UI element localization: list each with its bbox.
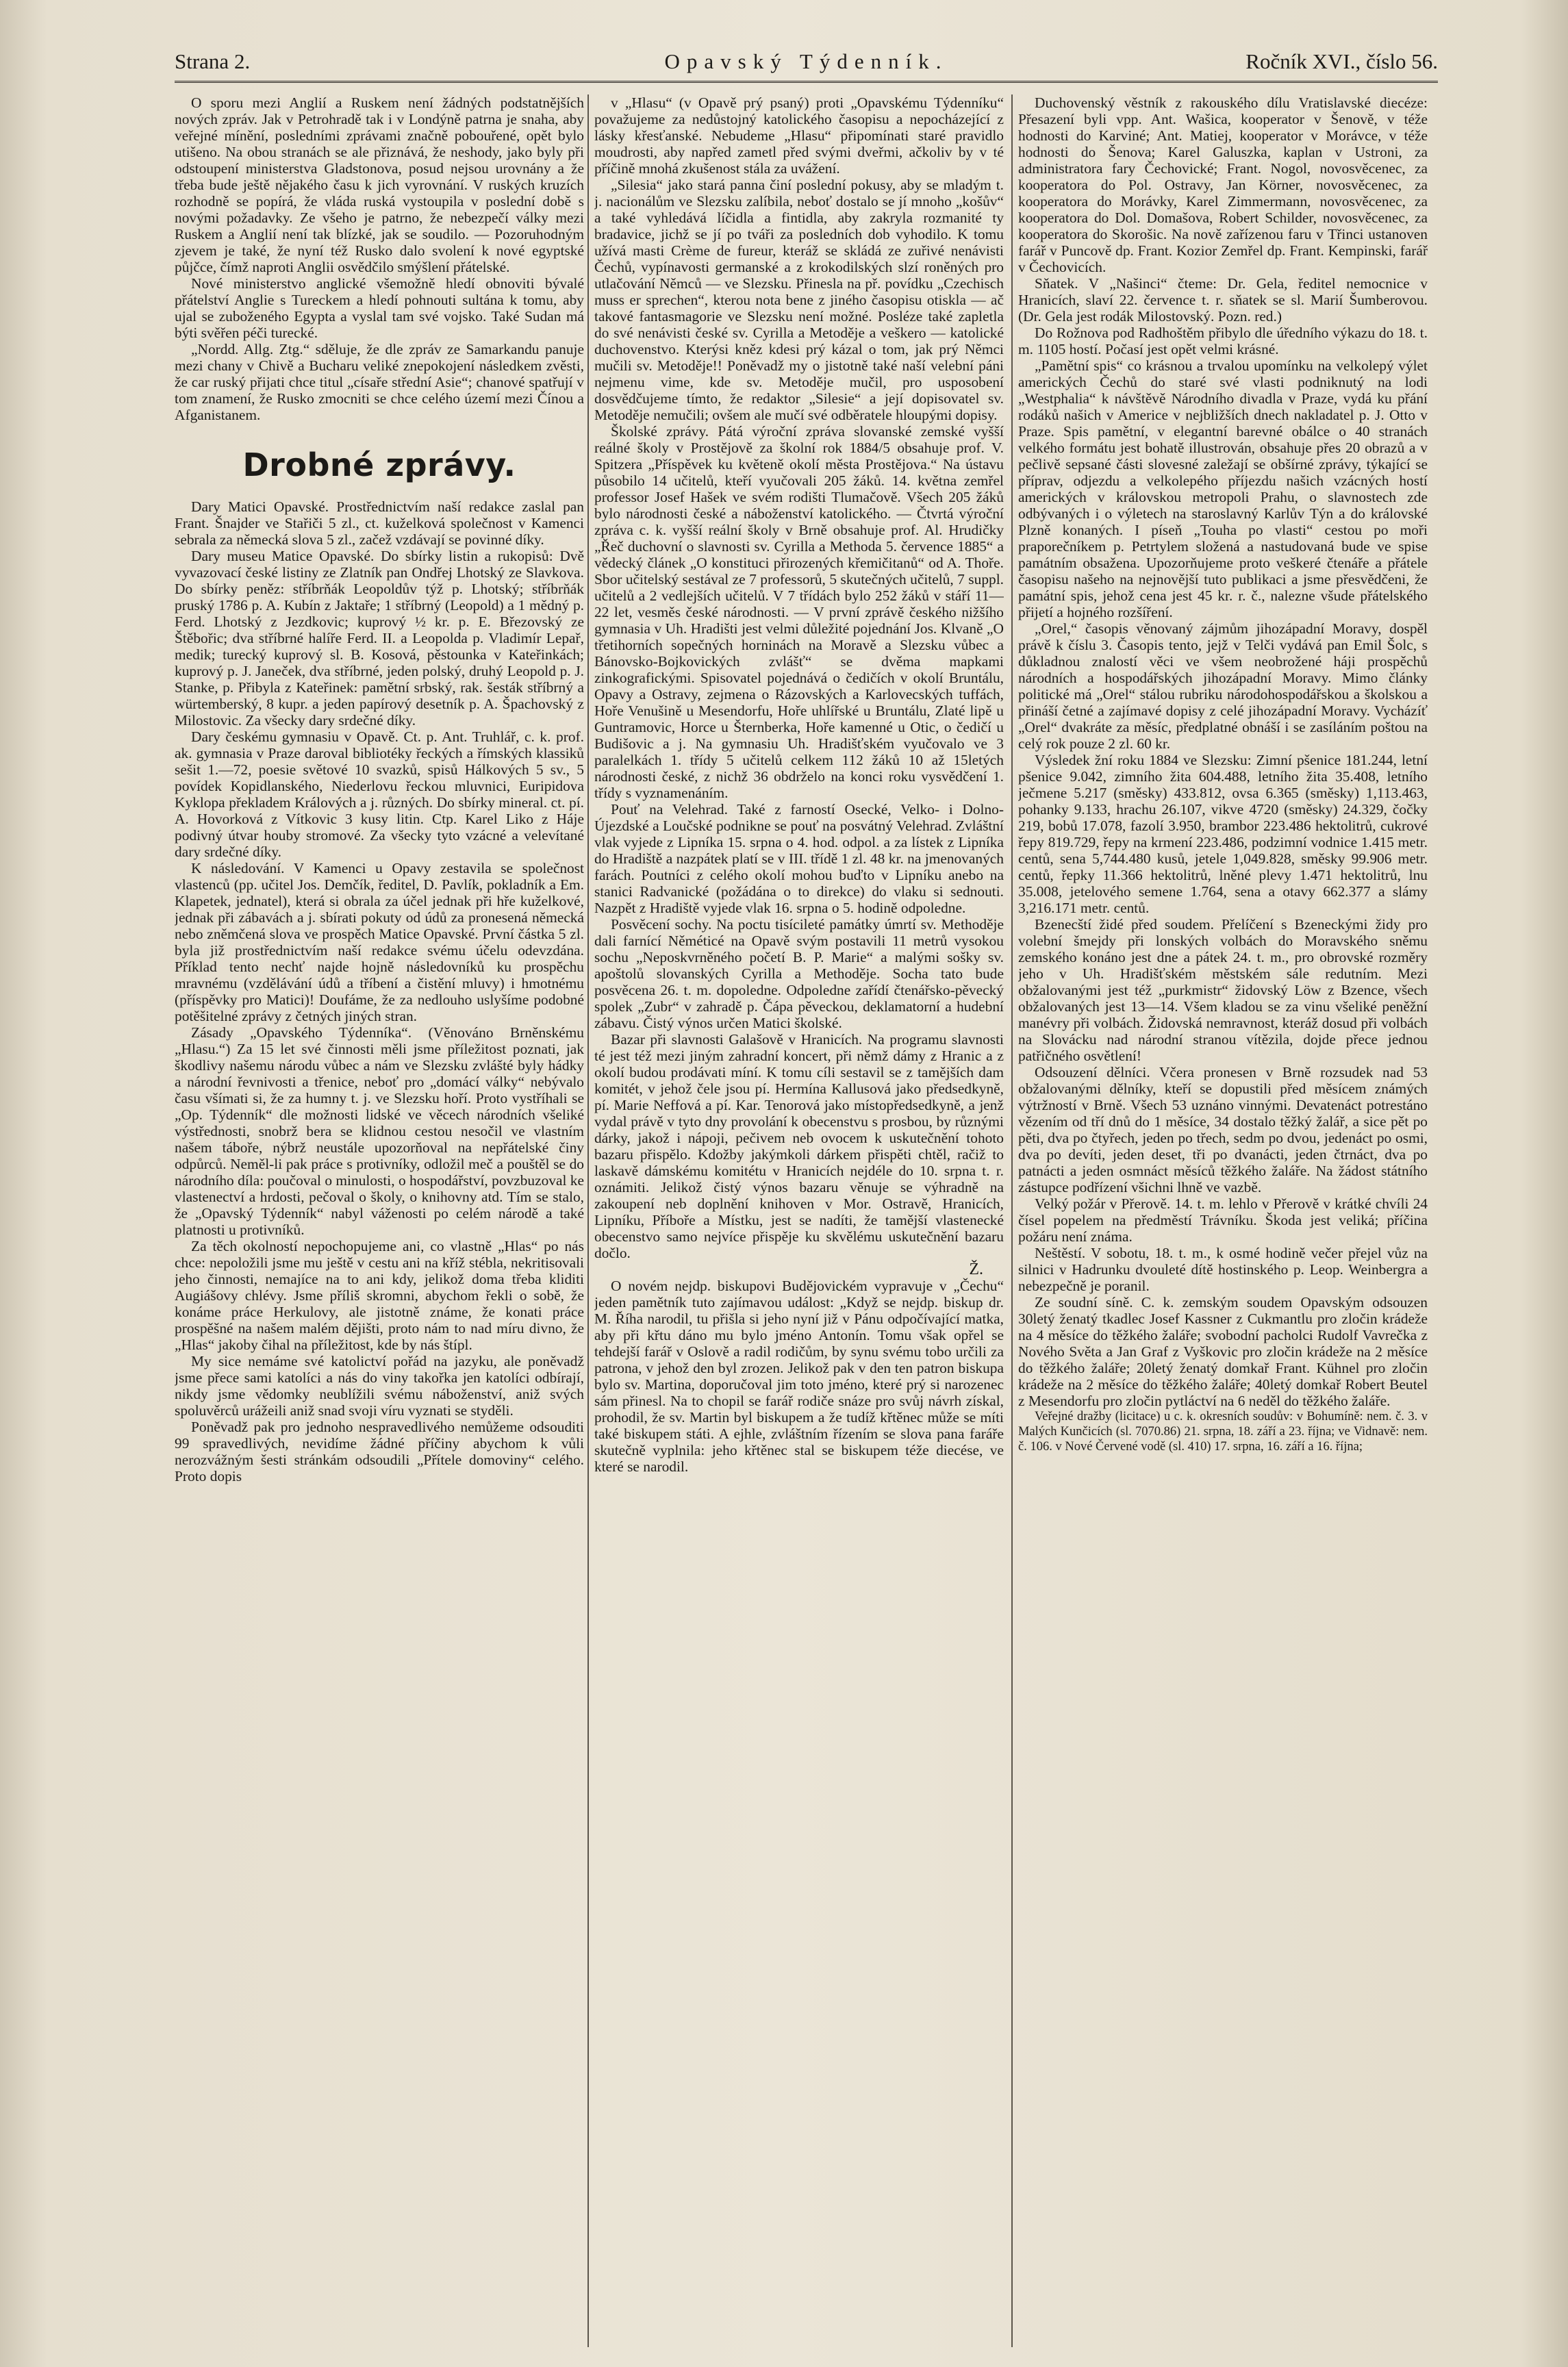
news-item: Posvěcení sochy. Na poctu tisícileté památky úmrtí sv. Methoděje dali farnící Něméticé na Opavě svým postavili 11 metrů vysokou sochu „Neposkvrněného početí B. P. Marie“ a malými sošky sv. apoštolů slovanských Cyrilla a Methoděje. Socha tato bude posvěcena 26. t. m. dopoledne. Odpoledne zařídí čtenářsko-pěvecký spolek „Zubr“ v zahradě p. Čápa pěveckou, deklamatorní a hudební zábavu. Čistý výnos určen Matici školské. (594, 916, 1004, 1031)
news-item: Pouť na Velehrad. Také z farností Osecké, Velko- i Dolno-Újezdské a Loučské podnikne se pouť na posvátný Velehrad. Zvláštní vlak vyjede z Lipníka 15. srpna o 4. hod. odpol. a za lístek z Lipníka do Hradiště a nazpátek platí se v III. třídě 1 zl. 48 kr. na jmenovaných farách. Poutníci z celého okolí mohou buďto v Lipníku anebo na stanici Radvanické (požádána o to direkce) do vlaku si sednouti. Nazpět z Hradiště vyjede vlak 16. srpna o 5. hodině odpoledne. (594, 801, 1004, 916)
article-paragraph: O sporu mezi Anglií a Ruskem není žádných podstatnějších nových zpráv. Jak v Petrohradě tak i v Londýně patrna je snaha, aby veřejné mínění, posledními zprávami značně pobouřené, opět bylo utišeno. Na obou stranách se ale přiznává, že neshody, jako byly při odstoupení ministerstva Gladstonova, posud nejsou urovnány a že třeba bude ještě nějakého času k jich vyrovnání. V ruských kruzích rozhodně se popírá, že vláda ruská vystoupila v poslední době s novými požadavky. Ze všeho je patrno, že nebezpečí války mezi Ruskem a Anglií není tak blízké, jak se soudilo. — Pozoruhodným zjevem je také, že nyní též Rusko dalo svolení k nové egyptské půjčce, čímž naproti Anglii osvědčilo smýšlení přátelské. (175, 94, 584, 275)
page-number: Strana 2. (175, 49, 251, 73)
column-middle (594, 94, 1004, 2347)
author-signature: Ž. (969, 1261, 983, 1278)
news-item: Velký požár v Přerově. 14. t. m. lehlo v Přerově v krátké chvíli 24 čísel popelem na předměstí Trávníku. Škoda jest veliká; příčina požáru není známa. (1018, 1195, 1428, 1245)
news-item: Za těch okolností nepochopujeme ani, co vlastně „Hlas“ po nás chce: nepoložili jsme mu ještě v cestu ani na kříž stébla, nekritisovali jeho činnosti, nemajíce na to ani kdy, jelikož doma třeba kliditi Augiášovy chlévy. Jsme příliš skromni, abychom řekli o sobě, že konáme práce Herkulovy, ale jistotně známe, že konati práce prospěšné na našem malém dějišti, proto nám to nad míru divno, že „Hlas“ jakoby čihal na příležitost, kde by nás štípl. (175, 1238, 584, 1353)
news-item: v „Hlasu“ (v Opavě prý psaný) proti „Opavskému Týdenníku“ považujeme za nedůstojný katolického časopisu a nepocházející z lásky křesťanské. Nebudeme „Hlasu“ připomínati staré pravidlo moudrosti, aby napřed zametl před svými dveřmi, ačkoliv by v té příčině mnohá zkušenost stála za uvážení. (594, 94, 1004, 177)
news-item: „Pamětní spis“ co krásnou a trvalou upomínku na velkolepý výlet amerických Čechů do staré své vlasti podniknutý na lodi „Westphalia“ k návštěvě Národního divadla v Praze, vydá ku přání rodáků našich v Americe v nejbližších dnech nakladatel p. J. Otto v Praze. Spis pamětní, v elegantní barevné obálce o 40 stranách velkého formátu jest bohatě illustrován, obsahuje přes 20 obrazů a v pečlivě sepsané části slovesné zaležají se obšírné zprávy, týkající se příprav, odjezdu a velkolepého příjezdu našich vzácných hostí amerických v královskou metropoli Prahu, o slavnostech zde odbývaných i o výletech na staroslavný Karlův Týn a do královské Plzně konaných. I píseň „Touha po vlasti“ cestou po moři praporečníkem p. Petrtylem složená a nastudovaná bude ve spise památním obsažena. Upozorňujeme proto veškeré čtenáře a přátele časopisu našeho na nejnovější tuto publikaci a jsme přesvědčeni, že památní spis, jehož cena jest 45 kr. r. č., nalezne všude přátelského přijetí a hojného rozšíření. (1018, 357, 1428, 620)
section-title: Drobné zprávy. (242, 446, 516, 483)
page-header (175, 47, 1438, 83)
issue-info: Ročník XVI., číslo 56. (1245, 49, 1438, 73)
article-paragraph: „Nordd. Allg. Ztg.“ sděluje, že dle zpráv ze Samarkandu panuje mezi chany v Chivě a Bucharu veliké znepokojení následkem zvěsti, že car ruský přijati chce titul „císaře střední Asie“; chanové spatřují v tom znamení, že Rusko zmocniti se chce celého území mezi Čínou a Afganistanem. (175, 341, 584, 423)
news-item: Bzenecští židé před soudem. Přelíčení s Bzeneckými židy pro volební šmejdy při lonských volbách do Moravského sněmu zemského konáno jest dne a pátek 24. t. m., pro obrovské rozměry jeho v Uh. Hradišťském městském sále redutním. Mezi obžalovanými jest též „purkmistr“ židovský Löw z Bzence, všech obžalovaných jest 13—14. Všem kladou se za vinu všeliké peněžní manévry při volbách. Židovská nemravnost, kteráž dosud při volbách na Slovácku nad národní stranou vítězila, dojde přece jednou patřičného osvětlení! (1018, 916, 1428, 1064)
news-item: Neštěstí. V sobotu, 18. t. m., k osmé hodině večer přejel vůz na silnici v Hadrunku dvouleté dítě hostinského p. Leop. Weinbergra a nebezpečně je poranil. (1018, 1245, 1428, 1294)
column-divider (587, 94, 589, 2347)
news-item: Školské zprávy. Pátá výroční zpráva slovanské zemské vyšší reálné školy v Prostějově za školní rok 1884/5 obsahuje prof. V. Spitzera „Příspěvek ku květeně okolí města Prostějova.“ Na ústavu působilo 14 učitelů, kteří vyučovali 205 žáků. 14. května zemřel professor Josef Hašek ve svém rodišti Tlumačově. Všech 205 žáků bylo národnosti české a náboženství katolického. — Čtvrtá výroční zpráva c. k. vyšší reální školy v Brně obsahuje prof. Al. Hrudičky „Řeč duchovní o slavnosti sv. Cyrilla a Methoda 5. července 1885“ a vědecký článek „O konstituci přirozených křemičitanů“ od A. Thoře. Sbor učitelský sestával ze 7 professorů, 5 skutečných učitelů, 7 suppl. učitelů a 2 vedlejších učitelů. V 7 třídách bylo 252 žáků v stáří 11—22 let, vesměs české národnosti. — V první zprávě českého nižšího gymnasia v Uh. Hradišti jest velmi důležité pojednání Jos. Klvaně „O třetihorních sopečných horninách na Moravě a Slezsku vůbec a Bánovsko-Bojkovických zvlášť“ se dvěma mapkami zinkografickými. Spisovatel pojednává o čedičích v okolí Bruntálu, Opavy a Ostravy, zejmena o Rázovských a Karlovecských tuffách, Hoře Venušině u Mesendorfu, Hoře uhlířské u Bruntálu, Zlaté lipě u Guntramovic, Horce u Šternberka, Hoře kamenné u Otic, o čedičí u Budišovic a j. Na gymnasiu Uh. Hradišťském vyučovalo ve 3 paralelkách 1. třídy 5 učitelů celkem 112 žáků 10 až 15letých národnosti české, z nichž 36 obdrželo na konci roku vysvědčení 1. třídy s vyznamenáním. (594, 423, 1004, 801)
news-item: Bazar při slavnosti Galašově v Hranicích. Na programu slavnosti té jest též mezi jiným zahradní koncert, při němž dámy z Hranic a z okolí budou prodávati míní. K tomu cíli sestavil se z tamějších dam komitét, v jehož čele jsou pí. Hermína Kallusová jako předsedkyně, pí. Marie Neffová a pí. Kar. Tenorová jako místopředsedkyně, a jenž vydal právě v tyto dny provolání k obecenstvu s prosbou, by různými dárky, jakož i nápoji, pečivem neb ovocem k uskutečnění tohoto bazaru přispělo. Kdožby jakýmkoli dárkem přispěti chtěl, račiž to laskavě dámskému komitétu v Hranicích nejdéle do 10. srpna t. r. oznámiti. Jelikož čistý výnos bazaru věnuje se výhradně na zakoupení neb doplnění knihoven v Mor. Ostravě, Hranicích, Lipníku, Příboře a Místku, jest se nadíti, že tamější vlastenecké obecenstvo samo nejvíce přispěje ku skvělému uskutečnění bazaru dočlo. (594, 1031, 1004, 1261)
news-item: O novém nejdp. biskupovi Budějovickém vypravuje v „Čechu“ jeden pamětník tuto zajímavou událost: „Když se nejdp. biskup dr. M. Říha narodil, tu přišla si jeho nyní již v Pánu odpočívající matka, aby při křtu dáno mu bylo jméno Antonín. Tomu však opřel se tehdejší farář v Oslově a radil rodičům, by synu svému tobo určili za patrona, v jehož den byl zrozen. Jelikož pak v den ten patron biskupa bylo sv. Martina, doporučoval jim toto jméno, které prý si narozenec sám přinesl. Na to chopil se farář rodiče snáze pro svůj návrh získal, prohodil, že sv. Martin byl biskupem a že tudíž křtěnec může se míti také biskupem státi. A ejhle, zvláštním řízením se slova pana faráře skutečně vyplnila: jeho křtěnec stal se biskupem téže diecése, ve které se narodil. (594, 1278, 1004, 1475)
news-item: Dary museu Matice Opavské. Do sbírky listin a rukopisů: Dvě vyvazovací české listiny ze Zlatník pan Ondřej Lhotský ze Slavkova. Do sbírky peněz: stříbrňák Leopoldův týž p. Lhotský; stříbrňák pruský 1786 p. A. Kubín z Jaktaře; 1 stříbrný (Leopold) a 1 mědný p. Ferd. Lhotský z Jezdkovic; kuprový ½ kr. p. E. Březovský ze Štěbořic; dva stříbrné halíře Ferd. II. a Leopolda p. Vladimír Lepař, medik; turecký kuprový sl. B. Kosová, pěstounka v Kateřinkách; kuprový p. J. Janeček, dva stříbrné, jeden polský, druhý Leopold p. J. Stanke, p. Přibyla z Kateřinek: pamětní srbský, rak. šesták stříbrný a würtemberský, 8 kupr. a jeden papírový desetník p. A. Špachovský z Milostovic. Za všecky dary srdečné díky. (175, 548, 584, 729)
news-item: „Orel,“ časopis věnovaný zájmům jihozápadní Moravy, dospěl právě k číslu 3. Časopis tento, jejž v Telči vydává pan Emil Šolc, s důkladnou znalostí věci ve všem neobrožené háji prospěchů národních a hospodářských jihozápadní Moravy. Mimo články politické má „Orel“ stálou rubriku národohospodářskou a školskou a přináší četné a zajímavé dopisy z celé jihozápadní Moravy. Vycházíť „Orel“ dvakráte za měsíc, předplatné obnáší i se zasíláním poštou na celý rok pouze 2 zl. 60 kr. (1018, 620, 1428, 752)
news-item: Poněvadž pak pro jednoho nespravedlivého nemůžeme odsouditi 99 spravedlivých, nevidíme žádné příčiny abychom k vůli nerozvážným šesti stránkám odsoudili „Přítele domoviny“ celého. Proto dopis (175, 1419, 584, 1484)
news-item: Do Rožnova pod Radhoštěm přibylo dle úředního výkazu do 18. t. m. 1105 hostí. Počasí jest opět velmi krásné. (1018, 325, 1428, 357)
news-item: Dary Matici Opavské. Prostřednictvím naší redakce zaslal pan Frant. Šnajder ve Stařiči 5 zl., ct. kuželková společnost v Kamenci sebrala za německá slova 5 zl., začež vzdávají se povinné díky. (175, 498, 584, 548)
news-item: Dary českému gymnasiu v Opavě. Ct. p. Ant. Truhlář, c. k. prof. ak. gymnasia v Praze daroval bibliotéky řeckých a římských klassiků sešit 1.—72, poesie světové 10 svazků, spisů Hálkových 5 sv., 5 povídek Kopidlanského, Niederlovu řeckou mluvnici, Euripidova Kyklopa překladem Králových a j. různých. Do sbírky mineral. ct. pí. A. Hovorková z Vítkovic 3 kusy litin. Ctp. Karel Liko z Háje podivný útvar houby stromové. Za všecky tyto vzácné a velevítané dary srdečné díky. (175, 729, 584, 860)
news-item: My sice nemáme své katolictví pořád na jazyku, ale poněvadž jsme přece sami katolíci a nás do viny takořka jen katolíci odbírají, nikdy jsme vědomky neublížili svému náboženství, aniž svých spoluvěrců urážeili aniž snad svoji víru vyznati se styděli. (175, 1353, 584, 1419)
news-item: Sňatek. V „Našinci“ čteme: Dr. Gela, ředitel nemocnice v Hranicích, slaví 22. července t. r. sňatek se sl. Marií Šumberovou. (Dr. Gela jest rodák Milostovský. Pozn. red.) (1018, 275, 1428, 325)
news-item: Odsouzení dělníci. Včera pronesen v Brně rozsudek nad 53 obžalovanými dělníky, kteří se dopustili před měsícem známých výtržností v Brně. Všech 53 uznáno vinnými. Devatenáct potrestáno vězením od tří dnů do 1 měsíce, 34 dostalo těžký žalář, a sice pět po pěti, dva po čtyřech, jeden po třech, sedm po dvou, jedenáct po osmi, dva po devíti, jeden deset, tři po dvanácti, jeden čtrnáct, dva po patnácti a jeden osmnáct měsíců těžkého žaláře. Na žádost státního zástupce podřízení všichni lhně ve vazbě. (1018, 1064, 1428, 1195)
column-left (175, 94, 584, 2347)
news-item: „Silesia“ jako stará panna činí poslední pokusy, aby se mladým t. j. nacionálům ve Slezsku zalíbila, neboť dostalo se jí mnoho „košův“ a také vyhledává líčidla a fintidla, aby zakryla rozmanité ty bradavice, jichž se jí po tváři za posledních dob vyhodilo. K tomu užívá masti Crème de fureur, kteráž se skládá ze zuřivé nenávisti Čechů, vypínavosti germanské a z krokodilských slzí roněných pro utlačování Němců — ve Slezsku. Přinesla na př. povídku „Czechisch muss er sprechen“, kterou nota bene z jiného časopisu otiskla — ač takové fantasmagorie ve Slezsku není možné. Posléze také zapletla do své nenávisti české sv. Cyrilla a Metoděje a veškero — katolické duchovenstvo. Kterýsi kněz kdesi prý kázal o tom, jak prý Němci mučili sv. Metoděje!! Poněvadž my o jistotně také naší velební páni nejmenu vime, kde sv. Metoděje mučil, pro usposobení dosvědčujeme tímto, že redaktor „Silesie“ a její dopisovatel sv. Metoděje nemučili; ovšem ale mučí své odběratele hloupými dopisy. (594, 177, 1004, 423)
column-divider (1011, 94, 1013, 2347)
news-item: Duchovenský věstník z rakouského dílu Vratislavské diecéze: Přesazení byli vpp. Ant. Wašica, kooperator v Šenově, v téže hodnosti do Karviné; Ant. Matiej, kooperator v Morávce, v téže hodnosti do Šenova; Karel Galuszka, kaplan v Ustroni, za administratora fary Čechovické; Frant. Nogol, novosvěcenec, za kooperatora do Pol. Ostravy, Jan Körner, novosvěcenec, za kooperatora do Morávky, Karel Zimmermann, novosvěcenec, za kooperatora do Dol. Domašova, Robert Schilder, novosvěcenec, za kooperatora do Skorošic. Na nově zařízenou faru v Třinci ustanoven farář v Puncově dp. Frant. Kozior Zemřel dp. Frant. Kempinski, farář v Čechovicích. (1018, 94, 1428, 275)
news-item: Zásady „Opavského Týdenníka“. (Věnováno Brněnskému „Hlasu.“) Za 15 let své činnosti měli jsme příležitost poznati, jak škodlivy našemu národu vůbec a nám ve Slezsku zvlášté byly hádky a národní řevnivosti a třenice, neboť pro „domácí války“ nebývalo času všímati si, že za humny t. j. ve Slezsku hoří. Proto vystříhali se „Op. Týdenník“ dle možnosti lidské ve věcech národních všeliké výstřednosti, snobrž bera se klidnou cestou nesočil ve vlastním našem táboře, nýbrž neustále upozorňoval na nepřátelské činy odpůrců. Neměl-li pak práce s protivníky, odložil meč a pouštěl se do národního díla: poučoval o minulosti, o hospodářství, povzbuzoval ke vlastenectví a hrdosti, pečoval o školy, o knihovny atd. Tím se stalo, že „Opavský Týdenník“ nabyl váženosti po celém národě a také platnosti u protivníků. (175, 1024, 584, 1238)
auction-notice: Veřejné dražby (licitace) u c. k. okresních soudův: v Bohumíně: nem. č. 3. v Malých Kunčicích (sl. 7070.86) 21. srpna, 18. září a 23. října; ve Vidnavě: nem. č. 106. v Nové Červené vodě (sl. 410) 17. srpna, 16. září a 16. října; (1018, 1410, 1428, 1454)
news-item: K následování. V Kamenci u Opavy zestavila se společnost vlastenců (pp. učitel Jos. Demčík, ředitel, D. Pavlík, pokladník a Em. Klapetek, jednatel), která si obrala za účel jednak při hře kuželkové, jednak při zábavách a j. sbírati pokuty od údů za pronesená německá nebo zněmčená slova ve prospěch Matice Opavské. První částka 5 zl. byla již prostřednictvím naší redakce svému účelu odevzdána. Příklad tento nechť najde hojně následovníků ku prospěchu mravnému (vzdělávání údů a tříbení a čistění mluvy) i hmotnému (příspěvky pro Matici)! Doufáme, že za nedlouho uslyšíme podobné potěšitelné zprávy z četných jiných stran. (175, 860, 584, 1024)
article-paragraph: Nové ministerstvo anglické všemožně hledí obnoviti bývalé přátelství Anglie s Tureckem a hledí pohnouti sultána k tomu, aby ujal se zuboženého Egypta a vyslal tam své vojsko. Také Sudan má býti svěřen péči turecké. (175, 275, 584, 341)
news-item: Ze soudní síně. C. k. zemským soudem Opavským odsouzen 30letý ženatý tkadlec Josef Kassner z Cukmantlu pro zločin krádeže na 4 měsíce do těžkého žaláře; svobodní pacholci Rudolf Vavrečka z Nového Světa a Jan Graf z Vyškovic pro zločin krádeže na 2 měsíce do těžkého žaláře; 20letý ženatý domkař Frant. Kühnel pro zločin krádeže na 2 měsíce do těžkého žaláře; 40letý domkař Robert Beutel z Mesendorfu pro zločin pytláctví na 6 neděl do těžkého žaláře. (1018, 1294, 1428, 1409)
news-item: Výsledek žní roku 1884 ve Slezsku: Zimní pšenice 181.244, letní pšenice 9.042, zimního žita 604.488, letního žita 35.408, letního ječmene 5.217 (směsky) 433.812, ovsa 6.365 (směsky) 1,113.463, pohanky 9.133, hrachu 26.107, vikve 4720 (směsky) 24.329, čočky 219, bobů 17.078, fazolí 3.950, brambor 223.486 hektolitrů, cukrové řepy 819.729, řepy na krmení 223.486, podzimní vodnice 1.415 metr. centů, sena 5,744.480 kusů, jetele 1,049.828, směsky 99.906 metr. centů, řepky 11.366 hektolitrů, lněné plevy 1.471 hektolitrů, lnu 35.008, jetelového semene 1.764, sena a otavy 662.377 a slámy 3,216.171 metr. centů. (1018, 752, 1428, 916)
paper-title: Opavský Týdenník. (664, 49, 948, 73)
column-right (1018, 94, 1428, 2347)
